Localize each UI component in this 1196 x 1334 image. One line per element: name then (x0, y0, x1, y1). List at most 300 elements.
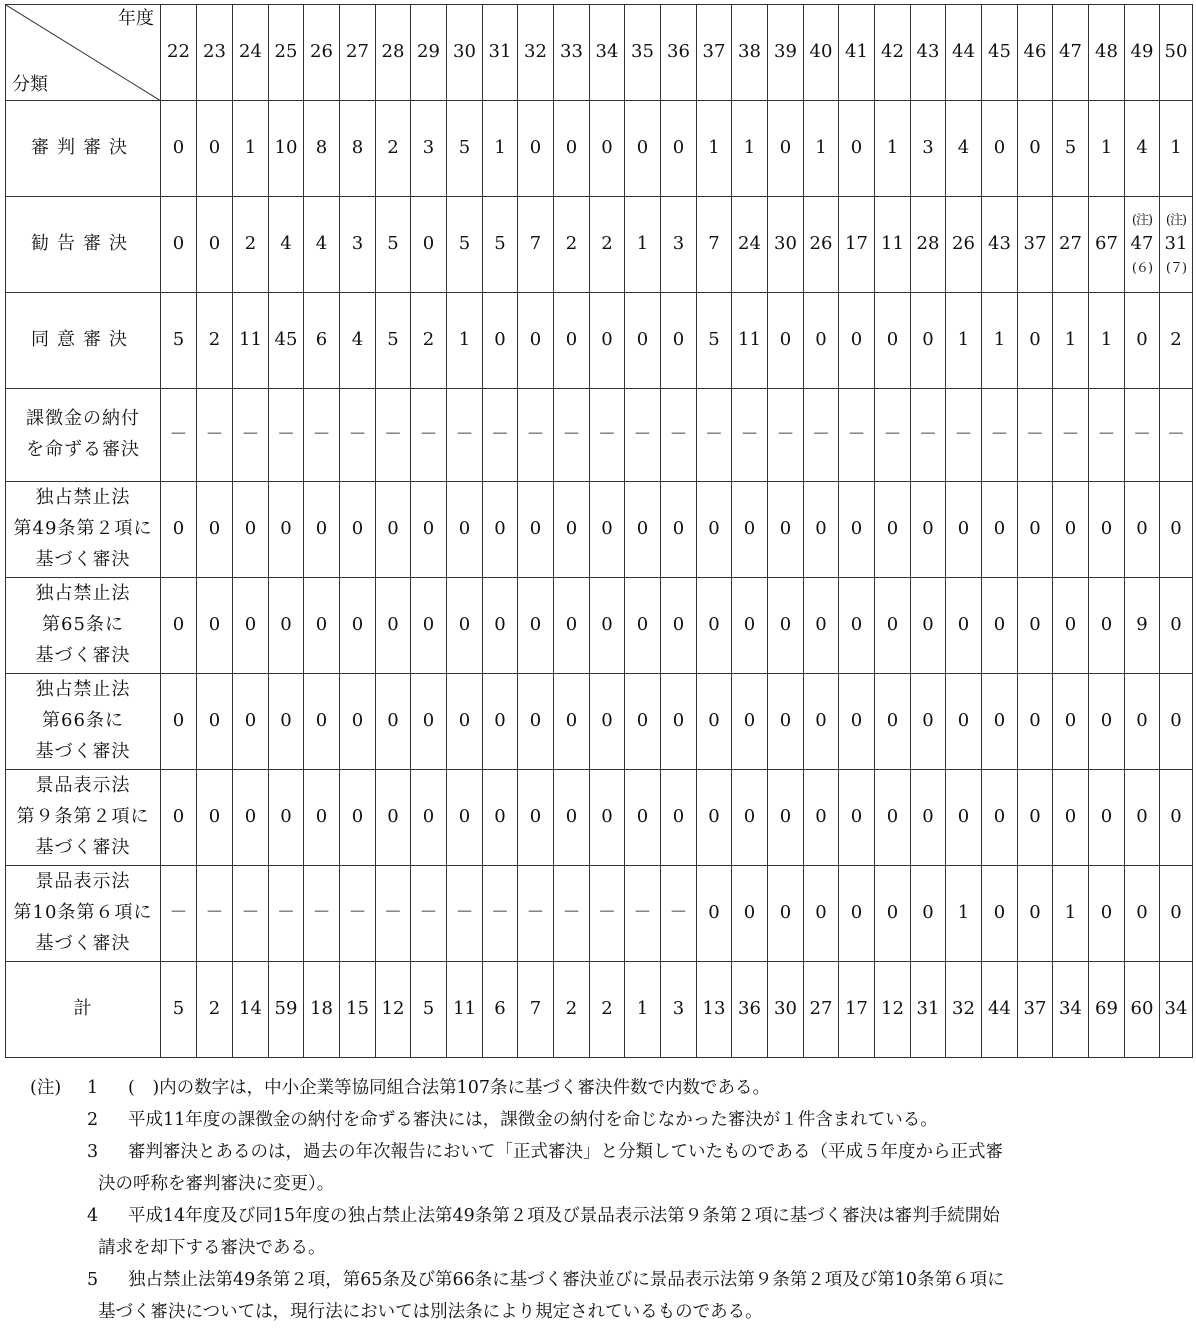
value-cell: 0 (911, 482, 946, 578)
value-cell: 0 (661, 578, 697, 674)
year-header-cell: 35 (625, 5, 661, 101)
value-cell: 0 (1089, 770, 1125, 866)
value-cell (1160, 197, 1193, 293)
value-cell: － (590, 866, 625, 962)
value-cell: 0 (447, 578, 483, 674)
value-cell: － (697, 389, 732, 482)
value-cell: 0 (304, 578, 340, 674)
value-cell: 24 (732, 197, 768, 293)
value-cell: － (483, 389, 518, 482)
year-header-row (6, 5, 1193, 101)
year-header-cell: 46 (1018, 5, 1053, 101)
value-cell: 0 (768, 866, 804, 962)
category-label-line: 景品表示法 (35, 871, 131, 893)
value-cell: 0 (269, 578, 304, 674)
year-header-cell: 37 (697, 5, 732, 101)
value-cell: 0 (590, 101, 625, 197)
value-cell: 0 (839, 293, 875, 389)
value-cell: 0 (1018, 101, 1053, 197)
value-cell: － (1089, 389, 1125, 482)
category-label-line: 基づく審決 (35, 836, 131, 858)
category-label-line: 独占禁止法 (35, 679, 131, 701)
value-cell: 7 (518, 197, 554, 293)
category-cell (6, 866, 161, 962)
value-cell: 11 (447, 962, 483, 1058)
value-cell: － (1160, 389, 1193, 482)
value-cell: 0 (875, 482, 911, 578)
value-cell: 1 (982, 293, 1018, 389)
value-cell: － (197, 866, 233, 962)
value-cell: 0 (1053, 578, 1089, 674)
value-cell: 0 (661, 293, 697, 389)
value-cell: 0 (911, 866, 946, 962)
value-cell: 0 (340, 578, 376, 674)
value-cell: － (625, 389, 661, 482)
value-cell: － (233, 389, 269, 482)
value-cell: 0 (732, 866, 768, 962)
value-cell: 0 (1053, 674, 1089, 770)
footnote-number: 5 (87, 1270, 99, 1290)
footnote-text-line: 平成11年度の課徴金の納付を命ずる審決には，課徴金の納付を命じなかった審決が１件含まれている。 (128, 1110, 938, 1130)
value-cell: 0 (590, 578, 625, 674)
value-cell: 0 (911, 578, 946, 674)
value-cell: 32 (946, 962, 982, 1058)
table-row (6, 962, 1193, 1058)
value-cell: 0 (197, 770, 233, 866)
value-cell: 0 (982, 674, 1018, 770)
value-cell: 0 (1018, 674, 1053, 770)
value-cell: 2 (197, 962, 233, 1058)
value-cell: 5 (483, 197, 518, 293)
value-cell: － (661, 866, 697, 962)
value-cell: 0 (1125, 293, 1160, 389)
value-cell: 8 (304, 101, 340, 197)
value-cell: 0 (697, 482, 732, 578)
value-cell: 0 (161, 578, 197, 674)
category-cell (6, 674, 161, 770)
value-cell: 0 (768, 101, 804, 197)
value-cell: 1 (875, 101, 911, 197)
year-header-cell: 30 (447, 5, 483, 101)
value-cell: 0 (554, 293, 590, 389)
value-cell: 4 (340, 293, 376, 389)
value-cell: 14 (233, 962, 269, 1058)
category-cell (6, 293, 161, 389)
value-cell: 0 (697, 770, 732, 866)
category-label-line: を命ずる審決 (26, 439, 140, 460)
value-cell: 5 (697, 293, 732, 389)
value-cell: － (518, 389, 554, 482)
value-cell: 0 (554, 674, 590, 770)
value-cell: 0 (233, 674, 269, 770)
value-cell: 0 (269, 770, 304, 866)
value-cell: － (340, 389, 376, 482)
value-cell: 0 (875, 770, 911, 866)
value-cell: 6 (304, 293, 340, 389)
value-cell: 1 (1089, 293, 1125, 389)
table-row (6, 389, 1193, 482)
value-cell: － (1125, 389, 1160, 482)
value-cell: 0 (839, 770, 875, 866)
value-cell: 0 (625, 101, 661, 197)
value-cell: 4 (946, 101, 982, 197)
inner-count: (６) (1131, 260, 1153, 276)
value-cell: 0 (768, 578, 804, 674)
value-cell: － (269, 389, 304, 482)
value-cell (1125, 197, 1160, 293)
value-cell: － (161, 389, 197, 482)
value-cell: － (483, 866, 518, 962)
value-cell: 0 (269, 674, 304, 770)
value-cell: 0 (625, 674, 661, 770)
footnote-item (30, 1136, 1180, 1200)
value-cell: 0 (982, 770, 1018, 866)
table-row (6, 101, 1193, 197)
value-cell: 0 (161, 770, 197, 866)
value-cell: 0 (804, 482, 839, 578)
value-cell: 0 (946, 674, 982, 770)
value-cell: 31 (911, 962, 946, 1058)
value-cell: 3 (911, 101, 946, 197)
value-cell: 1 (483, 101, 518, 197)
footnote-item (30, 1072, 1180, 1104)
category-label-line: 同意審決 (31, 329, 135, 351)
value-cell: 0 (197, 482, 233, 578)
footnote-item (30, 1264, 1180, 1328)
footnote-number: 2 (87, 1110, 99, 1130)
value-cell: 26 (804, 197, 839, 293)
value-cell: 0 (661, 101, 697, 197)
value-cell: 0 (161, 101, 197, 197)
value-cell: 60 (1125, 962, 1160, 1058)
value-cell: 1 (1053, 293, 1089, 389)
value-cell: 0 (768, 770, 804, 866)
value-cell: － (518, 866, 554, 962)
value-cell: 0 (804, 578, 839, 674)
table-row (6, 674, 1193, 770)
value-cell: 0 (340, 674, 376, 770)
value-cell: 0 (732, 674, 768, 770)
category-label-line: 第10条第６項に (13, 902, 153, 924)
category-label-line: 基づく審決 (35, 644, 131, 666)
value-cell: 0 (233, 578, 269, 674)
value-cell: 44 (982, 962, 1018, 1058)
year-header-cell: 25 (269, 5, 304, 101)
value-cell: 0 (1018, 293, 1053, 389)
value-cell: 0 (554, 770, 590, 866)
value-cell: － (161, 866, 197, 962)
value-cell: 2 (590, 197, 625, 293)
footnote-heading: (注) (30, 1078, 62, 1098)
value-cell: 0 (161, 482, 197, 578)
value-cell: 36 (732, 962, 768, 1058)
table-corner-cell (6, 5, 161, 101)
value-cell: 2 (554, 197, 590, 293)
value-cell: 0 (554, 101, 590, 197)
year-header-cell: 49 (1125, 5, 1160, 101)
value-cell: 1 (946, 866, 982, 962)
value-cell: 27 (1053, 197, 1089, 293)
value-cell: 0 (590, 674, 625, 770)
year-header-cell: 27 (340, 5, 376, 101)
cell-value: 47 (1130, 233, 1154, 255)
category-cell (6, 770, 161, 866)
value-cell: 0 (697, 578, 732, 674)
category-cell (6, 101, 161, 197)
value-cell: 2 (233, 197, 269, 293)
value-cell: 59 (269, 962, 304, 1058)
value-cell: 5 (411, 962, 447, 1058)
value-cell: － (732, 389, 768, 482)
value-cell: 27 (804, 962, 839, 1058)
value-cell: － (1018, 389, 1053, 482)
value-cell: 0 (411, 482, 447, 578)
year-header-cell: 50 (1160, 5, 1193, 101)
value-cell: 0 (982, 866, 1018, 962)
value-cell: － (376, 389, 411, 482)
value-cell: 2 (554, 962, 590, 1058)
value-cell: 0 (197, 674, 233, 770)
value-cell: 0 (732, 578, 768, 674)
value-cell: 0 (197, 578, 233, 674)
value-cell: 34 (1160, 962, 1193, 1058)
value-cell: 0 (411, 674, 447, 770)
value-cell: 0 (590, 770, 625, 866)
value-cell: 0 (233, 770, 269, 866)
table-row (6, 197, 1193, 293)
category-label-line: 基づく審決 (35, 932, 131, 954)
table-row (6, 866, 1193, 962)
value-cell: 0 (1160, 482, 1193, 578)
value-cell: 0 (911, 674, 946, 770)
value-cell: 37 (1018, 962, 1053, 1058)
value-cell: 0 (1125, 482, 1160, 578)
value-cell: 0 (732, 770, 768, 866)
footnote-item (30, 1104, 1180, 1136)
decision-statistics-table (5, 4, 1193, 1058)
year-header-cell: 44 (946, 5, 982, 101)
value-cell: 0 (804, 293, 839, 389)
value-cell: － (982, 389, 1018, 482)
value-cell: 4 (304, 197, 340, 293)
decision-statistics-table-container (5, 4, 1193, 1058)
value-cell: 0 (197, 197, 233, 293)
value-cell: 0 (376, 578, 411, 674)
value-cell: 0 (839, 866, 875, 962)
value-cell: 2 (376, 101, 411, 197)
value-cell: － (768, 389, 804, 482)
note-marker: (注) (1131, 212, 1153, 228)
value-cell: － (554, 866, 590, 962)
category-cell (6, 962, 161, 1058)
value-cell: 45 (269, 293, 304, 389)
value-cell: － (340, 866, 376, 962)
value-cell: － (1053, 389, 1089, 482)
value-cell: 4 (269, 197, 304, 293)
table-row (6, 293, 1193, 389)
value-cell: － (197, 389, 233, 482)
value-cell: － (304, 866, 340, 962)
year-header-cell: 41 (839, 5, 875, 101)
value-cell: 0 (1018, 770, 1053, 866)
value-cell: 0 (911, 293, 946, 389)
value-cell: 13 (697, 962, 732, 1058)
value-cell: 0 (1053, 770, 1089, 866)
value-cell: 3 (661, 962, 697, 1058)
value-cell: 0 (839, 578, 875, 674)
value-cell: 0 (946, 578, 982, 674)
value-cell: 3 (340, 197, 376, 293)
category-cell (6, 482, 161, 578)
value-cell: 0 (732, 482, 768, 578)
value-cell: 28 (911, 197, 946, 293)
value-cell: 7 (697, 197, 732, 293)
value-cell: 0 (1160, 578, 1193, 674)
value-cell: 0 (376, 674, 411, 770)
value-cell: 12 (376, 962, 411, 1058)
value-cell: 0 (804, 866, 839, 962)
value-cell: 0 (233, 482, 269, 578)
category-cell (6, 389, 161, 482)
value-cell: 0 (982, 578, 1018, 674)
cell-value: 31 (1164, 233, 1188, 255)
value-cell: 0 (661, 674, 697, 770)
value-cell: － (447, 866, 483, 962)
year-header-cell: 31 (483, 5, 518, 101)
value-cell: 0 (161, 197, 197, 293)
value-cell: 5 (161, 962, 197, 1058)
value-cell: 11 (233, 293, 269, 389)
value-cell: 5 (447, 101, 483, 197)
value-cell: 1 (1089, 101, 1125, 197)
table-row (6, 578, 1193, 674)
value-cell: 0 (411, 578, 447, 674)
category-label-line: 課徴金の納付 (26, 408, 140, 430)
footnote-text-line: 決の呼称を審判審決に変更）。 (98, 1174, 335, 1194)
value-cell: 0 (768, 482, 804, 578)
footnotes (30, 1072, 1180, 1328)
year-header-cell: 34 (590, 5, 625, 101)
year-header-cell: 36 (661, 5, 697, 101)
value-cell: 30 (768, 962, 804, 1058)
value-cell: 0 (376, 482, 411, 578)
value-cell: 2 (590, 962, 625, 1058)
value-cell: 0 (376, 770, 411, 866)
value-cell: 0 (839, 482, 875, 578)
value-cell: 0 (1125, 674, 1160, 770)
value-cell: 9 (1125, 578, 1160, 674)
value-cell: － (554, 389, 590, 482)
year-header-cell: 43 (911, 5, 946, 101)
value-cell: 0 (1053, 482, 1089, 578)
value-cell: 0 (483, 482, 518, 578)
year-header-cell: 33 (554, 5, 590, 101)
value-cell: 1 (447, 293, 483, 389)
footnote-text-line: 平成14年度及び同15年度の独占禁止法第49条第２項及び景品表示法第９条第２項に基づく審決は審判手続開始 (128, 1206, 1000, 1226)
year-header-cell: 39 (768, 5, 804, 101)
value-cell: 0 (1160, 770, 1193, 866)
value-cell: 1 (732, 101, 768, 197)
value-cell: 0 (875, 674, 911, 770)
value-cell: 1 (625, 962, 661, 1058)
value-cell: 0 (982, 101, 1018, 197)
value-cell: 0 (625, 293, 661, 389)
value-cell: 1 (625, 197, 661, 293)
inner-count: (７) (1165, 260, 1187, 276)
year-header-cell: 28 (376, 5, 411, 101)
value-cell: 0 (697, 674, 732, 770)
value-cell: 0 (1089, 674, 1125, 770)
value-cell: － (447, 389, 483, 482)
value-cell: 0 (839, 101, 875, 197)
value-cell: 0 (661, 482, 697, 578)
value-cell: 0 (839, 674, 875, 770)
value-cell: 0 (518, 101, 554, 197)
value-cell: 0 (946, 482, 982, 578)
value-cell: 5 (161, 293, 197, 389)
value-cell: 0 (911, 770, 946, 866)
value-cell: 12 (875, 962, 911, 1058)
value-cell: 7 (518, 962, 554, 1058)
value-cell: 0 (1125, 866, 1160, 962)
value-cell: 0 (625, 770, 661, 866)
year-header-cell: 40 (804, 5, 839, 101)
footnote-item (30, 1200, 1180, 1264)
note-marker: (注) (1165, 212, 1187, 228)
year-header-cell: 22 (161, 5, 197, 101)
value-cell: 2 (1160, 293, 1193, 389)
table-row (6, 482, 1193, 578)
category-label-line: 第65条に (42, 614, 124, 636)
value-cell: 0 (625, 482, 661, 578)
value-cell: 37 (1018, 197, 1053, 293)
value-cell: 0 (447, 674, 483, 770)
value-cell: 0 (518, 770, 554, 866)
year-header-cell: 47 (1053, 5, 1089, 101)
footnote-number: 3 (87, 1142, 99, 1162)
value-cell: 1 (233, 101, 269, 197)
value-cell: 0 (340, 482, 376, 578)
value-cell: 4 (1125, 101, 1160, 197)
value-cell: 0 (1089, 482, 1125, 578)
value-cell: 0 (554, 482, 590, 578)
value-cell: 0 (197, 101, 233, 197)
value-cell: 0 (269, 482, 304, 578)
value-cell: 1 (804, 101, 839, 197)
value-cell: － (269, 866, 304, 962)
value-cell: 3 (661, 197, 697, 293)
value-cell: 0 (1018, 482, 1053, 578)
footnote-text-line: 独占禁止法第49条第２項，第65条及び第66条に基づく審決並びに景品表示法第９条第２項及び第10条第６項に (128, 1270, 1005, 1290)
value-cell: 1 (946, 293, 982, 389)
value-cell: 0 (304, 674, 340, 770)
value-cell: 0 (483, 578, 518, 674)
value-cell: 17 (839, 962, 875, 1058)
value-cell: 0 (411, 770, 447, 866)
year-header-cell: 48 (1089, 5, 1125, 101)
year-header-cell: 29 (411, 5, 447, 101)
value-cell: － (661, 389, 697, 482)
year-header-cell: 24 (233, 5, 269, 101)
value-cell: 2 (411, 293, 447, 389)
value-cell: 34 (1053, 962, 1089, 1058)
year-header-cell: 45 (982, 5, 1018, 101)
value-cell: － (411, 389, 447, 482)
value-cell: 0 (946, 770, 982, 866)
value-cell: 26 (946, 197, 982, 293)
value-cell: － (804, 389, 839, 482)
value-cell: 5 (376, 293, 411, 389)
